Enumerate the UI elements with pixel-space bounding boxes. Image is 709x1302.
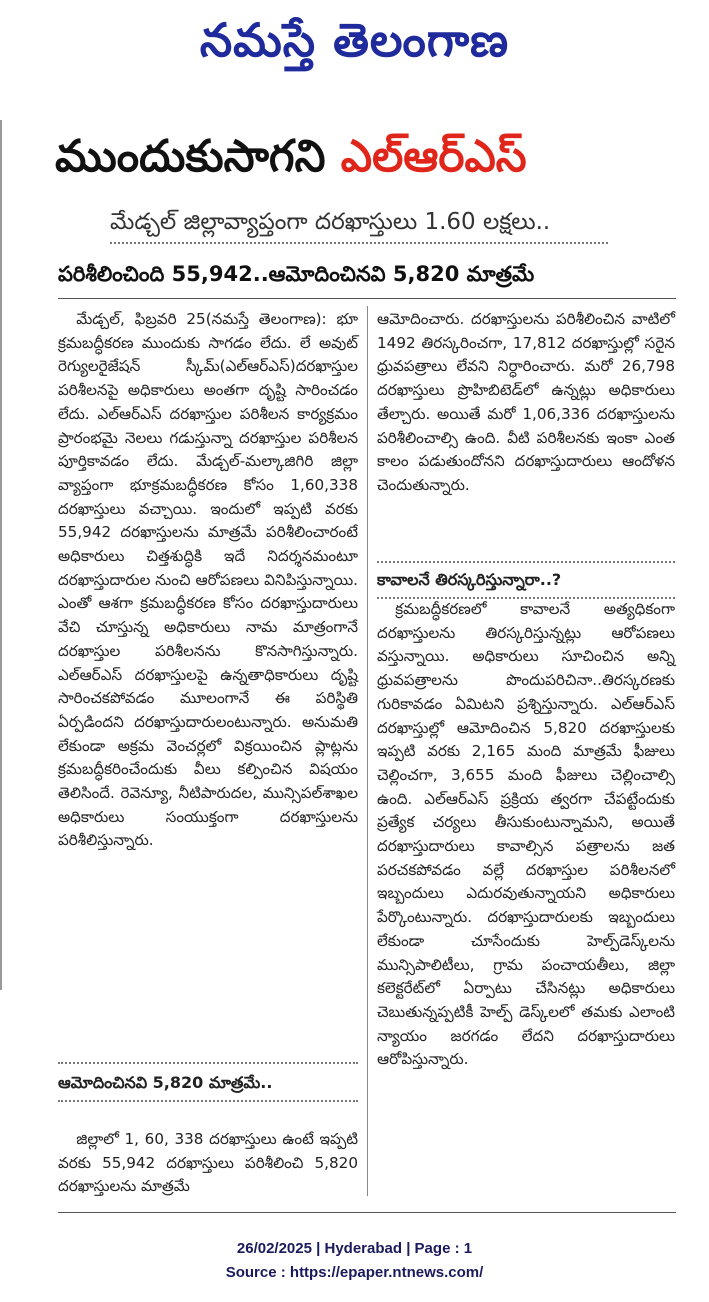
subhead-rule-top <box>58 1062 358 1064</box>
article-column-right <box>377 308 675 498</box>
section-subhead-rejecting: కావాలనే తిరస్కరిస్తున్నారా..? <box>377 570 562 589</box>
footer-source-line: Source : https://epaper.ntnews.com/ <box>225 1264 484 1281</box>
section-subhead-approved: ఆమోదించినవి 5,820 మాత్రమే.. <box>58 1073 273 1092</box>
article-paragraph: జిల్లాలో 1, 60, 338 దరఖాస్తులు ఉంటే ఇప్పటి వరకు 55,942 దరఖాస్తులు పరిశీలించి 5,820 దరఖాస్తులను మాత్రమే <box>58 1130 358 1196</box>
article-column-left <box>58 308 358 853</box>
footer-date-line: 26/02/2025 | Hyderabad | Page : 1 <box>236 1240 473 1257</box>
subheadline-underline <box>110 242 608 244</box>
headline-part1: ముందుకుసాగని <box>55 131 341 182</box>
page-edge-rule <box>0 120 2 990</box>
article-paragraph: క్రమబద్ధీకరణలో కావాలనే అత్యధికంగా దరఖాస్తులను తిరస్కరిస్తున్నట్లు ఆరోపణలు వస్తున్నాయి. అధికారులు సూచించిన అన్ని ధ్రువపత్రాలను పొందుపరిచినా..తిరస్కరణకు గురికావడం ఏమిటని ప్రశ్నిస్తున్నారు. ఎల్‌ఆర్‌ఎస్‌ దరఖాస్తుల్లో ఆమోదించిన 5,820 దరఖాస్తులకు ఇప్పటి వరకు 2,165 మంది మాత్రమే ఫీజులు చెల్లించగా, 3,655 మంది ఫీజులు చెల్లించాల్సి ఉంది. ఎల్‌ఆర్‌ఎస్‌ ప్రక్రియ త్వరగా చేపట్టేందుకు ప్రత్యేక చర్యలు తీసుకుంటున్నామని, అయితే దరఖాస్తుదారులు కావాల్సిన పత్రాలను జత పరచకపోవడం వల్లే దరఖాస్తుల పరిశీలనలో ఇబ్బందులు ఎదురవుతున్నాయని అధికారులు పేర్కొంటున్నారు. దరఖాస్తుదారులకు ఇబ్బందులు లేకుండా చూసేందుకు హెల్ప్‌డెస్క్‌లను మున్సిపాలిటీలు, గ్రామ పంచాయతీలు, జిల్లా కలెక్టరేట్‌లో ఏర్పాటు చేసినట్లు అధికారులు చెబుతున్నప్పటికీ హెల్ప్‌ డెస్క్‌లలో తమకు ఎలాంటి న్యాయం జరగడం లేదని దరఖాస్తుదారులు ఆరోపిస్తున్నారు. <box>377 600 675 1069</box>
subheadline: మేడ్చల్‌ జిల్లావ్యాప్తంగా దరఖాస్తులు 1.60 లక్షలు.. <box>110 209 551 235</box>
article-top-rule <box>58 298 676 299</box>
headline <box>55 118 675 196</box>
article-paragraph: ఆమోదించారు. దరఖాస్తులను పరిశీలించిన వాటిలో 1492 తిరస్కరించగా, 17,812 దరఖాస్తుల్లో సరైన ధ్రువపత్రాలు లేవని నిర్ధారించారు. మరో 26,798 దరఖాస్తులు ప్రొహిబిటెడ్‌లో ఉన్నట్లు అధికారులు తేల్చారు. అయితే మరో 1,06,336 దరఖాస్తులను పరిశీలించాల్సి ఉంది. వీటి పరిశీలనకు ఇంకా ఎంత కాలం పడుతుందోనని దరఖాస్తుదారులు ఆందోళన చెందుతున్నారు. <box>377 310 675 494</box>
subheadline-2: పరిశీలించింది 55,942..ఆమోదించినవి 5,820 మాత్రమే <box>58 262 535 286</box>
article-column-right-2 <box>377 598 675 1072</box>
article-paragraph: మేడ్చల్‌, ఫిబ్రవరి 25(నమస్తే తెలంగాణ): భూ క్రమబద్ధీకరణ ముందుకు సాగడం లేదు. లే అవుట్‌ రెగ్యులరైజేషన్‌ స్కీమ్‌(ఎల్‌ఆర్‌ఎస్‌)దరఖాస్తుల పరిశీలనపై అధికారులు అంతగా దృష్టి సారించడం లేదు. ఎల్‌ఆర్‌ఎస్‌ దరఖాస్తుల పరిశీలన కార్యక్రమం ప్రారంభమై నెలలు గడుస్తున్నా దరఖాస్తుల పరిశీలన పూర్తికావడం లేదు. మేడ్చల్‌-మల్కాజిగిరి జిల్లా వ్యాప్తంగా భూక్రమబద్ధీకరణ కోసం 1,60,338 దరఖాస్తులు వచ్చాయి. ఇందులో ఇప్పటి వరకు 55,942 దరఖాస్తులను మాత్రమే పరిశీలించారంటే అధికారులు చిత్తశుద్ధికి ఇదే నిదర్శనమంటూ దరఖాస్తుదారుల నుంచి ఆరోపణలు వినిపిస్తున్నాయి. ఎంతో ఆశగా క్రమబద్ధీకరణ కోసం దరఖాస్తుదారులు వేచి చూస్తున్న అధికారులు నామ మాత్రంగానే దరఖాస్తుల పరిశీలనను కొనసాగిస్తున్నారు. ఎల్‌ఆర్‌ఎస్‌ దరఖాస్తులపై ఉన్నతాధికారులు దృష్టి సారించకపోవడం మూలంగానే ఈ పరిస్థితి ఏర్పడిందని దరఖాస్తుదారులంటున్నారు. అనుమతి లేకుండా అక్రమ వెంచర్లలో విక్రయించిన ప్లాట్లను క్రమబద్ధీకరించేందుకు వీలు కల్పించిన విషయం తెలిసిందే. రెవెన్యూ, నీటిపారుదల, మున్సిపల్‌శాఖల అధికారులు సంయుక్తంగా దరఖాస్తులను పరిశీలిస్తున్నారు. <box>58 310 358 850</box>
headline-part2: ఎల్‌ఆర్‌ఎస్‌ <box>340 131 527 182</box>
article-column-left-2 <box>58 1128 358 1199</box>
article-bottom-rule <box>58 1212 676 1213</box>
column-divider <box>367 306 368 1196</box>
subhead-rule-bottom <box>58 1100 358 1102</box>
newspaper-masthead: నమస్తే తెలంగాణ <box>199 13 510 67</box>
subhead-rule-top <box>377 561 675 563</box>
